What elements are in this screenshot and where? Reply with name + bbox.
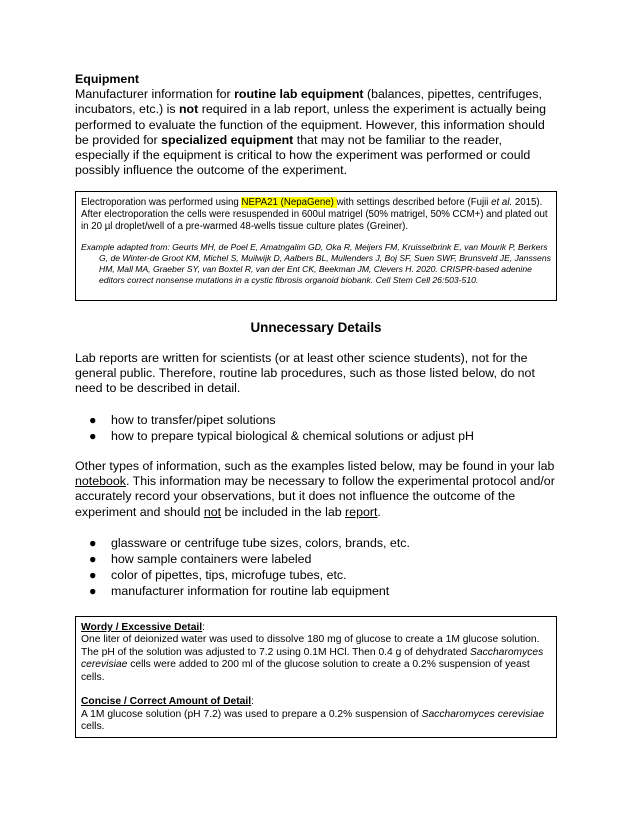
unnecessary-paragraph-2 (75, 459, 557, 520)
text-run: One liter of deionized water was used to dissolve 180 mg of glucose to create a 1M glucose solution. The pH of the solution was adjusted to 7.2 using 0.1M HCl. Then 0.4 g of dehydrated (81, 634, 540, 658)
unnecessary-paragraph-1: Lab reports are written for scientists (or at least other science students), not for the general public. Therefore, routine lab procedures, such as those listed below, do not need to be described in detail. (75, 350, 535, 396)
equipment-heading: Equipment (75, 72, 140, 86)
text-run: Manufacturer information for (75, 87, 235, 101)
list-item (75, 428, 557, 444)
italic-et-al: et al. (491, 196, 513, 208)
bold-term-routine-equipment: routine lab equipment (234, 87, 364, 101)
list-item-text: how to prepare typical biological & chemical solutions or adjust pH (111, 428, 474, 443)
text-run: : (202, 621, 206, 633)
wordy-title-text: Wordy / Excessive Detail (81, 621, 203, 633)
detail-comparison-box (75, 616, 557, 738)
text-run: (balances, pipettes, centrifuges, incubators, etc.) is (75, 87, 542, 117)
example-text (81, 197, 551, 234)
text-run: be included in the lab (221, 504, 346, 519)
list-item (75, 535, 557, 551)
list-item (75, 551, 557, 567)
text-run: Other types of information, such as the examples listed below, may be found in your lab (75, 458, 555, 473)
underlined-not: not (203, 504, 222, 519)
list-item (75, 583, 557, 599)
text-run: Electroporation was performed using (81, 196, 242, 208)
concise-title (81, 696, 551, 709)
concise-example (81, 709, 551, 734)
link-notebook: notebook (75, 473, 126, 488)
species-name: Saccharomyces cerevisiae (421, 708, 545, 720)
bullet-icon: ● (89, 428, 97, 443)
bullet-icon: ● (89, 412, 97, 427)
text-run: . (377, 504, 381, 519)
concise-title-text: Concise / Correct Amount of Detail (81, 696, 252, 708)
bold-term-not: not (178, 102, 199, 117)
list-item-text: how sample containers were labeled (111, 551, 312, 566)
bullet-icon: ● (89, 583, 97, 598)
link-report: report (345, 504, 378, 519)
text-run: 2015). After electroporation the cells were resuspended in 600ul matrigel (50% matrigel, 50% CCM+) and plated out in 20 µl droplet/well of a pre-warmed 48-wells tissue culture plates (Greiner). (81, 196, 548, 233)
text-run: A 1M glucose solution (pH 7.2) was used to prepare a 0.2% suspension of (81, 708, 422, 720)
text-run: cells. (81, 721, 105, 733)
list-item-text: glassware or centrifuge tube sizes, colors, brands, etc. (111, 535, 410, 550)
text-run: . This information may be necessary to follow the experimental protocol and/or accurately record your observations, but it does not influence the outcome of the experiment and should (75, 473, 555, 519)
highlighted-equipment-name: NEPA21 (NepaGene) (241, 196, 337, 208)
unnecessary-details-title: Unnecessary Details (250, 319, 382, 335)
text-run: with settings described before (Fujii (336, 196, 492, 208)
wordy-example (81, 634, 551, 684)
example-citation: Example adapted from: Geurts MH, de Poel E, Amatngalim GD, Oka R, Meijers FM, Kruisselbrink E, van Mourik P, Berkers G, de Winter-de Groot KM, Michel S, Muilwijk D, Aalbers BL, Mullenders J, Boj SF, Suen SWF, Brunsveld JE, Janssens HM, Mall MA, Graeber SY, van Boxtel R, van der Ent CK, Beekman JM, Clevers H. 2020. CRISPR-based adenine editors correct nonsense mutations in a cystic fibrosis organoid biobank. Cell Stem Cell 26:503-510. (81, 241, 551, 285)
bullet-icon: ● (89, 567, 97, 582)
routine-procedures-list (75, 412, 557, 444)
text-run: that may not be familiar to the reader, especially if the equipment is critical to how the experiment was performed or could possibly influence the outcome of the experiment. (75, 132, 531, 178)
equipment-paragraph (75, 87, 557, 179)
not-included-list (75, 535, 557, 599)
list-item-text: manufacturer information for routine lab equipment (111, 583, 390, 598)
bullet-icon: ● (89, 551, 97, 566)
list-item-text: color of pipettes, tips, microfuge tubes, etc. (111, 567, 347, 582)
text-run: required in a lab report, unless the experiment is actually being performed to evaluate the function of the equipment. However, this information should be provided for (75, 102, 547, 147)
text-run: : (251, 696, 254, 708)
wordy-title (81, 622, 551, 635)
bullet-icon: ● (89, 535, 97, 550)
list-item-text: how to transfer/pipet solutions (111, 412, 276, 427)
species-name: Saccharomyces cerevisiae (81, 646, 544, 671)
document-page (75, 72, 557, 738)
example-box (75, 191, 557, 301)
list-item (75, 412, 557, 428)
list-item (75, 567, 557, 583)
bold-term-specialized-equipment: specialized equipment (161, 132, 294, 147)
text-run: cells were added to 200 ml of the glucose solution to create a 0.2% suspension of yeast cells. (81, 659, 530, 683)
